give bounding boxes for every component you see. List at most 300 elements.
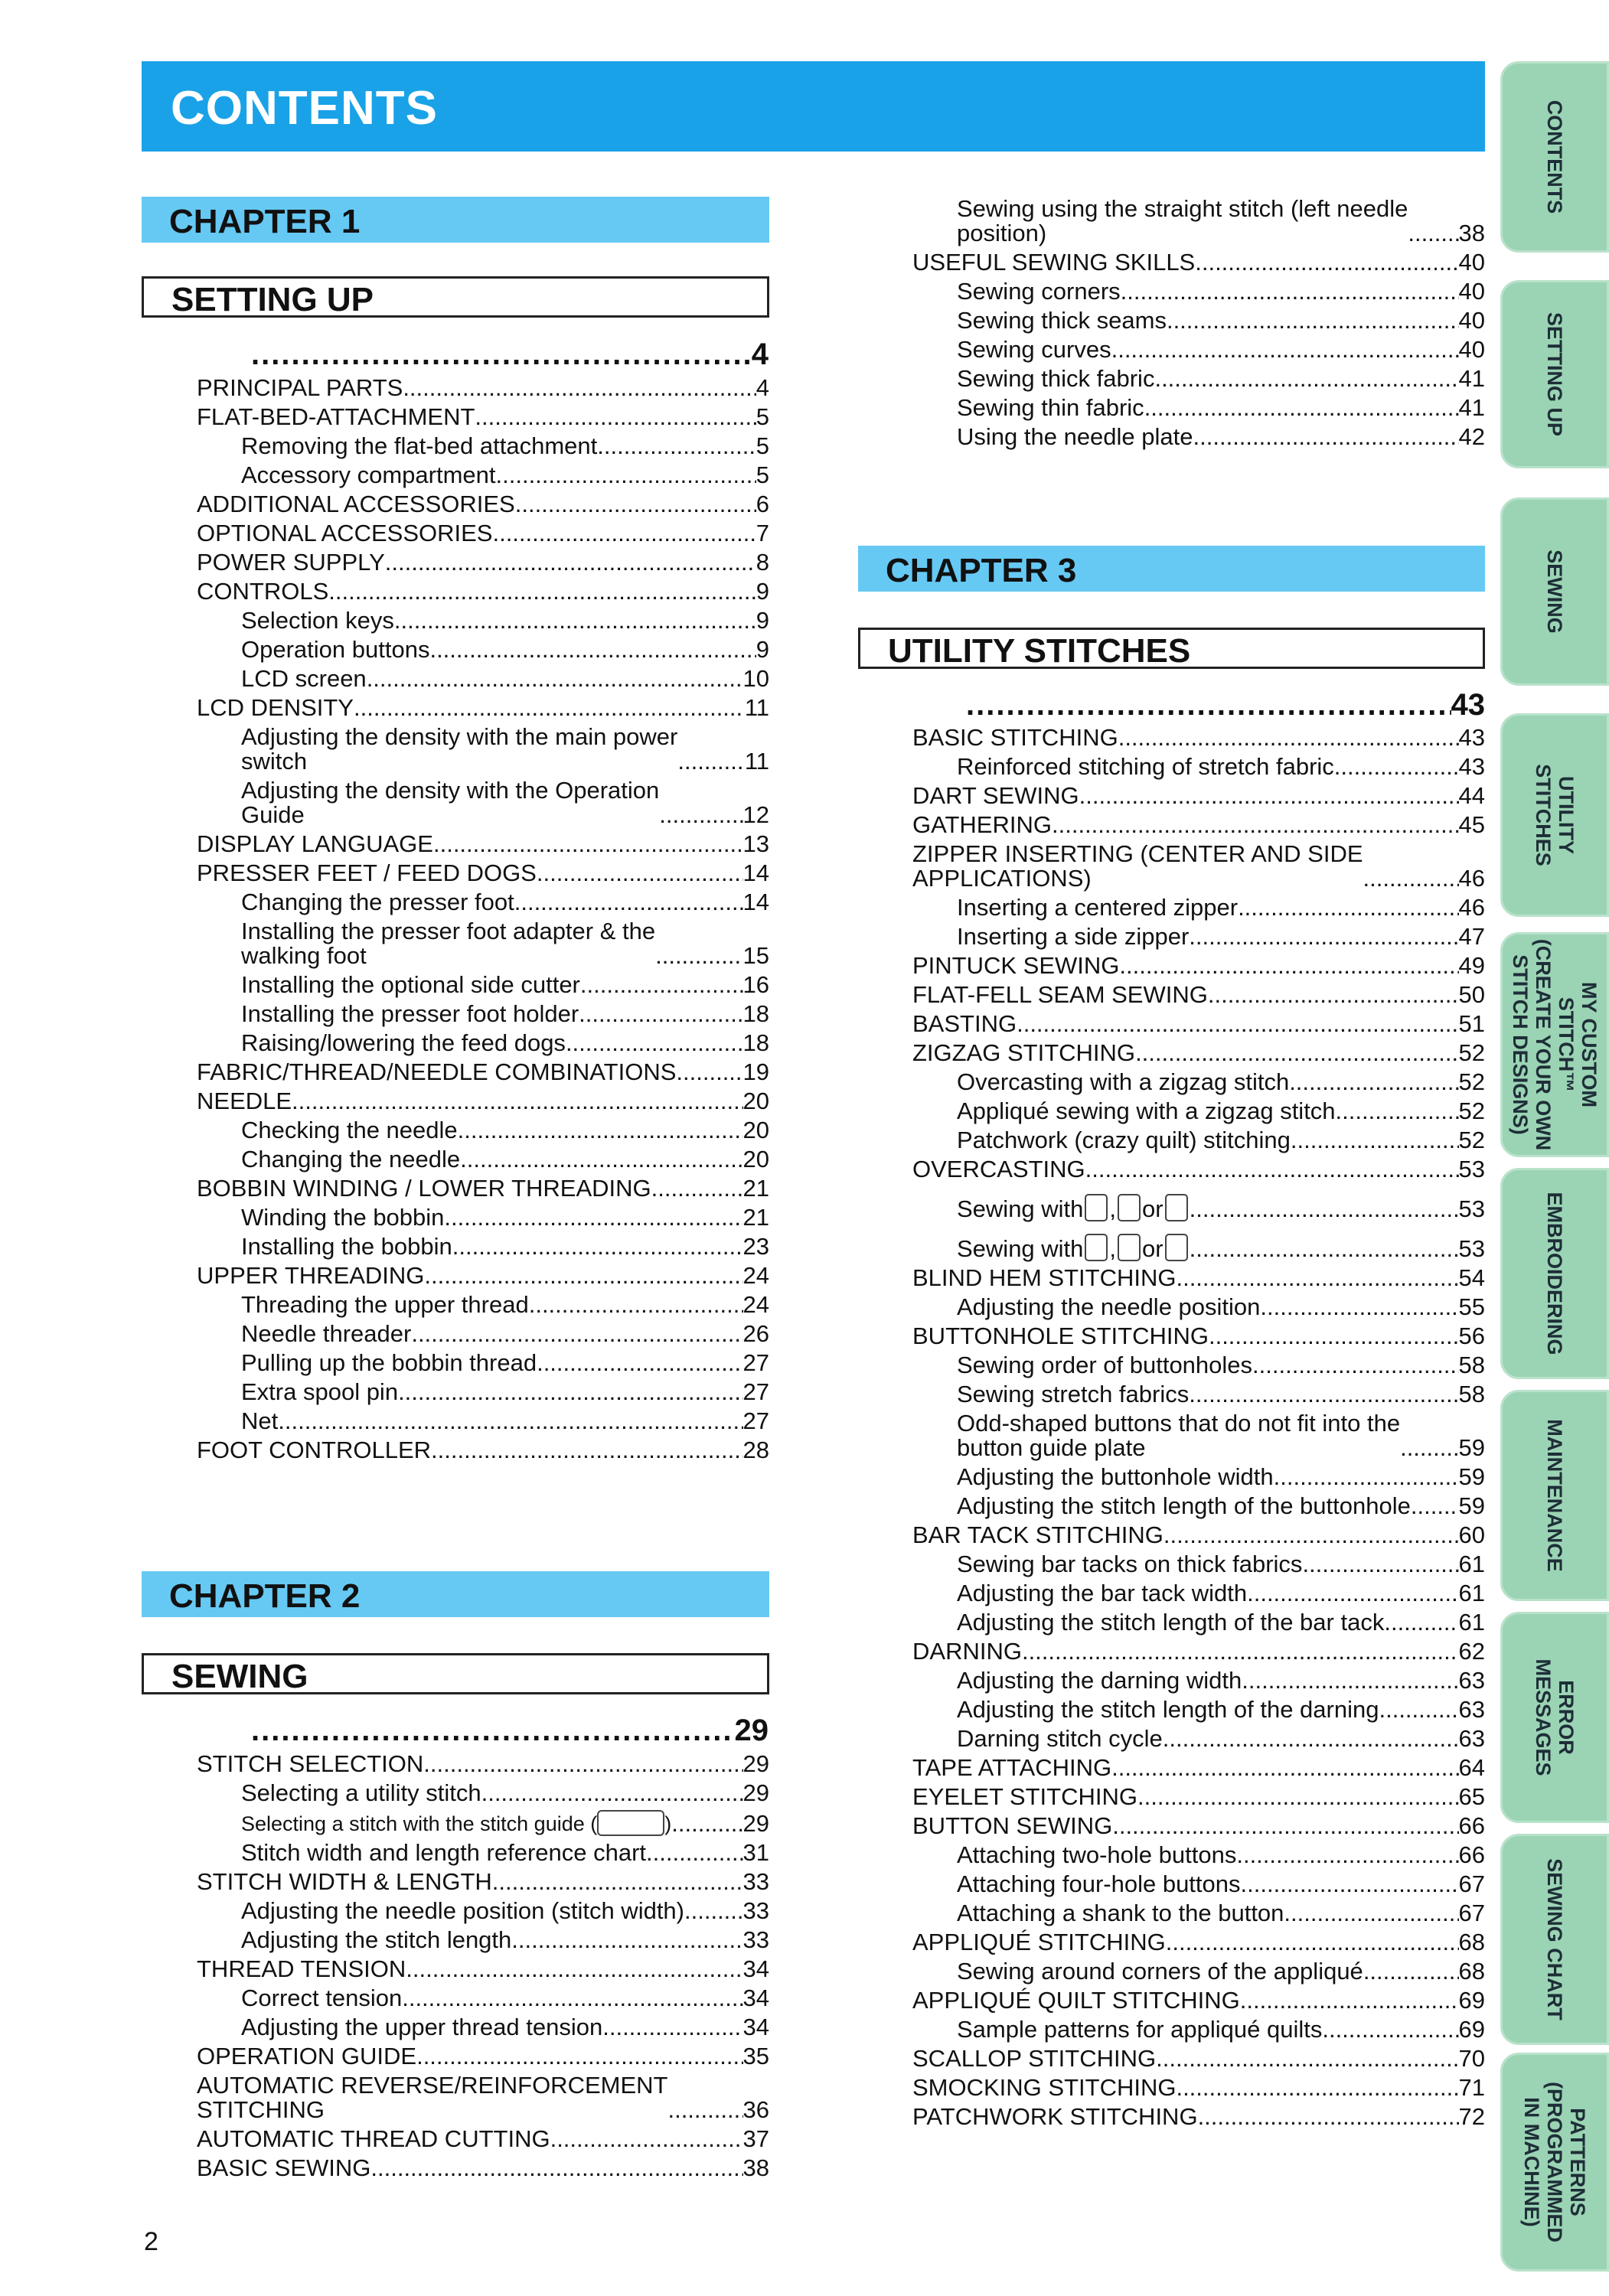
toc-entry-page: 56 <box>1458 1322 1485 1349</box>
side-tab[interactable] <box>1500 932 1609 1157</box>
leader-dots <box>292 1089 742 1114</box>
toc-entry-page: 52 <box>1458 1097 1485 1124</box>
stitch-guide-icon <box>597 1810 664 1836</box>
toc-entry-page: 51 <box>1458 1010 1485 1037</box>
chapter-2-toc <box>197 1747 769 2180</box>
toc-entry-page: 4 <box>756 374 769 401</box>
toc-entry[interactable] <box>197 1264 769 1288</box>
toc-entry-title: CONTROLS <box>197 578 329 605</box>
leader-dots <box>602 2015 742 2040</box>
toc-entry-page: 63 <box>1458 1725 1485 1752</box>
leader-dots <box>492 521 756 546</box>
toc-entry-title: Adjusting the stitch length of the darning <box>957 1696 1379 1723</box>
toc-entry-page: 68 <box>1458 1929 1485 1955</box>
toc-entry[interactable] <box>197 1147 769 1172</box>
toc-entry[interactable] <box>197 973 769 997</box>
toc-entry[interactable] <box>197 919 769 968</box>
toc-entry[interactable] <box>197 2073 769 2122</box>
toc-entry-page: 18 <box>742 1000 769 1027</box>
toc-entry[interactable] <box>197 1752 769 1776</box>
chapter-2-start-page-number: 29 <box>734 1714 769 1747</box>
toc-entry[interactable] <box>912 1382 1485 1407</box>
toc-entry[interactable] <box>912 842 1485 891</box>
leader-dots <box>1384 1610 1458 1635</box>
leader-dots <box>1189 925 1458 949</box>
leader-dots <box>667 2098 742 2122</box>
toc-entry[interactable] <box>912 1610 1485 1635</box>
toc-entry-page: 5 <box>756 461 769 488</box>
leader-dots <box>1208 983 1459 1007</box>
leader-dots <box>1247 1581 1458 1606</box>
chapter-3-label: CHAPTER 3 <box>886 552 1077 589</box>
toc-entry-page: 40 <box>1458 336 1485 363</box>
toc-entry-title: BASIC SEWING <box>197 2154 371 2181</box>
toc-entry[interactable] <box>912 895 1485 920</box>
toc-entry[interactable] <box>197 1322 769 1346</box>
toc-entry-page: 34 <box>742 1955 769 1982</box>
toc-entry[interactable] <box>912 1070 1485 1094</box>
leader-dots <box>529 1293 743 1317</box>
toc-entry[interactable] <box>197 1060 769 1084</box>
toc-entry[interactable] <box>197 405 769 429</box>
leader-dots <box>403 376 756 400</box>
toc-entry-title: DART SEWING <box>912 782 1079 809</box>
toc-entry[interactable] <box>912 1128 1485 1153</box>
toc-entry-title: GATHERING <box>912 811 1052 838</box>
leader-dots <box>370 2156 742 2180</box>
toc-entry-title: Sewing order of buttonholes <box>957 1352 1253 1378</box>
stitch-icon <box>1165 1234 1188 1261</box>
toc-entry-page: 27 <box>742 1407 769 1434</box>
toc-entry-page: 11 <box>744 694 769 721</box>
toc-entry-page: 5 <box>756 403 769 430</box>
toc-entry[interactable] <box>912 1698 1485 1722</box>
leader-dots <box>1322 2017 1458 2042</box>
toc-entry-title: Selecting a utility stitch <box>241 1779 481 1806</box>
toc-entry-title: Sewing bar tacks on thick fabrics <box>957 1551 1303 1577</box>
toc-entry[interactable] <box>912 279 1485 304</box>
leader-dots <box>1284 1901 1458 1926</box>
toc-entry-title: Sewing with <box>957 1235 1084 1262</box>
toc-entry-page: 66 <box>1458 1841 1485 1868</box>
chapter-3-band <box>858 546 1485 592</box>
toc-entry-page: 61 <box>1458 1580 1485 1606</box>
leader-dots <box>1154 367 1458 391</box>
toc-entry-page: 40 <box>1458 249 1485 276</box>
chapter-1-label: CHAPTER 1 <box>169 203 361 240</box>
toc-entry[interactable] <box>197 2127 769 2151</box>
toc-entry-page: 14 <box>742 859 769 886</box>
toc-entry[interactable] <box>912 954 1485 978</box>
toc-entry-page: 43 <box>1458 724 1485 751</box>
toc-entry[interactable] <box>912 755 1485 779</box>
leader-dots <box>1166 1930 1459 1955</box>
toc-entry-page: 5 <box>756 432 769 459</box>
toc-entry[interactable] <box>912 1581 1485 1606</box>
toc-entry[interactable] <box>912 1988 1485 2013</box>
toc-entry-page: 12 <box>742 801 769 828</box>
toc-entry[interactable] <box>197 463 769 488</box>
toc-entry-title: Patchwork (crazy quilt) stitching <box>957 1127 1291 1153</box>
toc-entry[interactable] <box>912 1465 1485 1489</box>
leader-dots <box>423 1752 742 1776</box>
toc-entry[interactable] <box>912 1756 1485 1780</box>
leader-dots <box>1242 1668 1458 1693</box>
toc-entry[interactable] <box>912 2105 1485 2129</box>
toc-entry[interactable] <box>912 1523 1485 1548</box>
chapter-1-start-page <box>251 329 769 372</box>
leader-dots <box>1336 1099 1459 1124</box>
leader-dots <box>406 1957 742 1981</box>
toc-entry[interactable] <box>912 784 1485 808</box>
side-tab-label: PATTERNS (PROGRAMMED IN MACHINE) <box>1520 2082 1589 2242</box>
toc-entry[interactable] <box>912 925 1485 949</box>
leader-dots <box>537 861 743 885</box>
toc-entry[interactable] <box>912 1668 1485 1693</box>
leader-dots <box>1363 866 1459 891</box>
side-tab[interactable] <box>1500 280 1609 468</box>
toc-entry[interactable] <box>912 396 1485 420</box>
toc-entry-page: 9 <box>756 607 769 634</box>
chapter-1-toc <box>197 371 769 1463</box>
toc-entry-title: FABRIC/THREAD/NEEDLE COMBINATIONS <box>197 1058 677 1085</box>
toc-entry-title: Net <box>241 1407 279 1434</box>
toc-entry-page: 24 <box>742 1262 769 1289</box>
toc-entry[interactable] <box>912 2017 1485 2042</box>
side-tab[interactable] <box>1500 1612 1609 1823</box>
toc-entry[interactable] <box>912 1901 1485 1926</box>
leader-dots <box>431 1438 742 1463</box>
toc-entry-title: Sewing thick seams <box>957 307 1167 334</box>
toc-entry[interactable] <box>197 1841 769 1865</box>
leader-dots <box>328 579 756 604</box>
toc-entry[interactable] <box>912 1814 1485 1838</box>
chapter-3-section-title: UTILITY STITCHES <box>888 632 1191 670</box>
toc-entry-title: Adjusting the darning width <box>957 1667 1242 1694</box>
toc-entry-page: 33 <box>742 1897 769 1924</box>
leader-dots <box>394 608 756 633</box>
side-tab[interactable] <box>1500 1834 1609 2045</box>
toc-entry-page: 58 <box>1458 1352 1485 1378</box>
toc-entry-title: ZIGZAG STITCHING <box>912 1039 1136 1066</box>
toc-entry-title: STITCH WIDTH & LENGTH <box>197 1868 492 1895</box>
toc-entry[interactable] <box>912 197 1485 246</box>
toc-entry[interactable] <box>197 1118 769 1143</box>
side-tab[interactable] <box>1500 1390 1609 1601</box>
toc-entry[interactable] <box>197 1986 769 2011</box>
toc-entry-page: 45 <box>1458 811 1485 838</box>
toc-entry[interactable] <box>197 2015 769 2040</box>
leader-dots <box>411 1322 742 1346</box>
leader-dots <box>651 1176 743 1201</box>
leader-dots <box>1121 279 1459 304</box>
toc-entry-title: Overcasting with a zigzag stitch <box>957 1068 1290 1095</box>
leader-dots <box>424 1264 742 1288</box>
toc-entry-page: 41 <box>1458 394 1485 421</box>
toc-entry-page: 65 <box>1458 1783 1485 1810</box>
toc-entry-page: 38 <box>1458 220 1485 246</box>
leader-dots <box>1400 1436 1458 1460</box>
leader-dots <box>1156 2047 1458 2071</box>
toc-entry[interactable] <box>197 434 769 458</box>
toc-entry[interactable] <box>197 725 769 774</box>
toc-entry[interactable] <box>912 1785 1485 1809</box>
toc-entry-page: 33 <box>742 1926 769 1953</box>
toc-entry-title: FLAT-FELL SEAM SEWING <box>912 981 1208 1008</box>
toc-entry[interactable] <box>912 1959 1485 1984</box>
toc-entry-title: ZIPPER INSERTING (CENTER AND SIDE APPLICATIONS) <box>912 840 1363 892</box>
toc-entry[interactable] <box>197 579 769 604</box>
toc-entry[interactable] <box>912 1494 1485 1518</box>
toc-entry[interactable] <box>197 2044 769 2069</box>
side-tab-label: SETTING UP <box>1543 311 1566 437</box>
chapter-1-start-page-number: 4 <box>751 338 769 371</box>
toc-entry-page: 61 <box>1458 1609 1485 1636</box>
toc-entry[interactable] <box>912 1353 1485 1378</box>
toc-entry-title: BOBBIN WINDING / LOWER THREADING <box>197 1175 651 1202</box>
leader-dots <box>1241 1872 1459 1896</box>
leader-dots <box>677 749 744 774</box>
leader-dots <box>566 1031 743 1055</box>
toc-entry-title: EYELET STITCHING <box>912 1783 1137 1810</box>
toc-entry[interactable] <box>912 726 1485 750</box>
toc-entry[interactable] <box>197 667 769 691</box>
side-tab[interactable] <box>1500 2053 1609 2272</box>
toc-entry-page: 10 <box>742 665 769 692</box>
toc-entry-page: 46 <box>1458 894 1485 921</box>
leader-dots <box>1167 308 1459 333</box>
toc-entry-title: OPERATION GUIDE <box>197 2043 417 2069</box>
leader-dots <box>354 696 745 720</box>
toc-entry-title: Adjusting the stitch length of the buttonhole <box>957 1492 1411 1519</box>
toc-entry-page: 43 <box>1458 753 1485 780</box>
toc-entry-title: USEFUL SEWING SKILLS <box>912 249 1196 276</box>
chapter-3-section-box <box>858 628 1485 669</box>
leader-dots <box>1240 1988 1459 2013</box>
toc-entry-page: 42 <box>1458 423 1485 450</box>
toc-entry[interactable] <box>197 521 769 546</box>
toc-entry-title: Installing the presser foot adapter & the walking foot <box>241 918 656 969</box>
toc-entry-title: BUTTON SEWING <box>912 1812 1113 1839</box>
toc-entry[interactable] <box>197 1293 769 1317</box>
toc-entry[interactable] <box>912 1012 1485 1036</box>
toc-entry-page: 71 <box>1458 2074 1485 2101</box>
side-tab[interactable] <box>1500 713 1609 917</box>
toc-entry[interactable] <box>197 492 769 517</box>
toc-entry-title: Raising/lowering the feed dogs <box>241 1029 566 1056</box>
toc-entry[interactable] <box>197 1438 769 1463</box>
chapter-1-section-box <box>142 276 769 318</box>
toc-entry-title: Installing the optional side cutter <box>241 971 580 998</box>
toc-entry-title: Attaching four-hole buttons <box>957 1870 1241 1897</box>
leader-dots <box>1022 1639 1459 1664</box>
toc-entry-title: Operation buttons <box>241 636 430 663</box>
toc-entry-title: Sewing with <box>957 1195 1084 1222</box>
toc-entry[interactable] <box>197 1031 769 1055</box>
toc-entry-page: 9 <box>756 636 769 663</box>
toc-entry[interactable] <box>912 1295 1485 1319</box>
page-title: CONTENTS <box>171 82 438 135</box>
toc-entry[interactable] <box>197 1380 769 1404</box>
toc-entry[interactable] <box>197 1351 769 1375</box>
leader-dots <box>676 1060 742 1084</box>
toc-entry-title-suffix: ) <box>664 1812 672 1835</box>
toc-entry-page: 54 <box>1458 1264 1485 1291</box>
toc-entry[interactable] <box>197 1409 769 1433</box>
toc-entry[interactable] <box>912 1324 1485 1349</box>
leader-dots <box>1112 1814 1458 1838</box>
side-tab[interactable] <box>1500 497 1609 686</box>
toc-entry[interactable] <box>197 1089 769 1114</box>
toc-entry[interactable] <box>912 1157 1485 1182</box>
toc-entry[interactable] <box>197 861 769 885</box>
toc-entry-page: 15 <box>742 942 769 969</box>
toc-entry[interactable] <box>197 638 769 662</box>
toc-entry[interactable] <box>912 367 1485 391</box>
toc-entry[interactable] <box>197 890 769 915</box>
toc-entry[interactable] <box>197 778 769 827</box>
leader-dots <box>367 667 743 691</box>
toc-entry[interactable] <box>912 1552 1485 1577</box>
leader-dots <box>398 1380 742 1404</box>
toc-entry[interactable] <box>912 983 1485 1007</box>
toc-entry[interactable] <box>912 1194 1485 1221</box>
toc-entry-title: Adjusting the density with the main power switch <box>241 723 678 775</box>
toc-entry-page: 68 <box>1458 1958 1485 1985</box>
toc-entry-title: Stitch width and length reference chart <box>241 1839 647 1866</box>
toc-entry[interactable] <box>197 1928 769 1952</box>
toc-entry-title: APPLIQUÉ STITCHING <box>912 1929 1166 1955</box>
chapter-2-band <box>142 1571 769 1617</box>
stitch-icon <box>1085 1234 1108 1261</box>
leader-dots <box>1379 1698 1458 1722</box>
toc-entry-title: Reinforced stitching of stretch fabric <box>957 753 1334 780</box>
toc-entry-page: 52 <box>1458 1039 1485 1066</box>
toc-entry[interactable] <box>197 1234 769 1259</box>
toc-entry-title: BASIC STITCHING <box>912 724 1118 751</box>
toc-entry-page: 59 <box>1458 1434 1485 1461</box>
toc-entry[interactable] <box>197 696 769 720</box>
toc-entry-page: 61 <box>1458 1551 1485 1577</box>
toc-entry-title: POWER SUPPLY <box>197 549 385 576</box>
toc-entry-title: THREAD TENSION <box>197 1955 406 1982</box>
leader-dots <box>537 1351 742 1375</box>
leader-dots <box>1164 1523 1459 1548</box>
leader-dots <box>402 1986 742 2011</box>
toc-entry-page: 59 <box>1458 1463 1485 1490</box>
toc-entry[interactable] <box>912 1266 1485 1290</box>
side-tab[interactable] <box>1500 1168 1609 1379</box>
toc-entry-page: 29 <box>742 1779 769 1806</box>
toc-entry[interactable] <box>197 550 769 575</box>
toc-entry[interactable] <box>912 1639 1485 1664</box>
leader-dots <box>385 550 756 575</box>
toc-entry-page: 16 <box>742 971 769 998</box>
leader-dots <box>1363 1959 1459 1984</box>
toc-entry-page: 62 <box>1458 1638 1485 1665</box>
leader-dots <box>496 463 756 488</box>
toc-entry-page: 19 <box>742 1058 769 1085</box>
leader-dots <box>1111 1756 1458 1780</box>
toc-entry-title: Adjusting the stitch length <box>241 1926 512 1953</box>
toc-entry[interactable] <box>912 2047 1485 2071</box>
leader-dots <box>1118 726 1459 750</box>
toc-entry[interactable] <box>197 1899 769 1923</box>
toc-entry[interactable] <box>197 1176 769 1201</box>
toc-entry-page: 13 <box>742 830 769 857</box>
toc-entry-title: Installing the presser foot holder <box>241 1000 579 1027</box>
toc-entry-title: DARNING <box>912 1638 1022 1665</box>
chapter-2-label: CHAPTER 2 <box>169 1577 361 1615</box>
toc-entry-title: Adjusting the buttonhole width <box>957 1463 1274 1490</box>
page-number: 2 <box>144 2227 158 2256</box>
toc-entry[interactable] <box>912 2076 1485 2100</box>
toc-entry[interactable] <box>912 250 1485 275</box>
leader-dots <box>1334 755 1459 779</box>
toc-entry-title: Sewing using the straight stitch (left needle position) <box>957 195 1408 246</box>
leader-dots <box>1137 1785 1459 1809</box>
page-title-bar <box>142 61 1485 152</box>
chapter-2-start-page <box>251 1705 769 1748</box>
separator-text: , <box>1109 1195 1117 1222</box>
leader-dots <box>1274 1465 1459 1489</box>
toc-entry[interactable] <box>912 338 1485 362</box>
toc-entry[interactable] <box>197 832 769 856</box>
toc-entry[interactable] <box>912 1727 1485 1751</box>
toc-entry-page: 31 <box>742 1839 769 1866</box>
toc-entry[interactable] <box>912 1411 1485 1460</box>
toc-entry[interactable] <box>197 1810 769 1836</box>
toc-entry-title: Using the needle plate <box>957 423 1193 450</box>
toc-entry[interactable] <box>197 608 769 633</box>
toc-entry-title: BASTING <box>912 1010 1017 1037</box>
toc-entry[interactable] <box>912 1872 1485 1896</box>
leader-dots <box>1302 1552 1458 1577</box>
chapter-3-start-page-number: 43 <box>1451 688 1485 722</box>
toc-entry[interactable] <box>912 1930 1485 1955</box>
toc-entry[interactable] <box>912 308 1485 333</box>
toc-entry-page: 50 <box>1458 981 1485 1008</box>
leader-dots <box>511 1928 742 1952</box>
toc-entry-page: 29 <box>742 1750 769 1777</box>
toc-entry[interactable] <box>197 376 769 400</box>
toc-entry-title: PRESSER FEET / FEED DOGS <box>197 859 537 886</box>
toc-entry-title: Adjusting the bar tack width <box>957 1580 1248 1606</box>
leader-dots <box>597 434 756 458</box>
toc-entry[interactable] <box>197 1205 769 1230</box>
toc-entry[interactable] <box>912 813 1485 837</box>
toc-entry-page: 20 <box>742 1146 769 1172</box>
toc-entry[interactable] <box>912 1843 1485 1867</box>
toc-entry-title: Darning stitch cycle <box>957 1725 1163 1752</box>
leader-dots <box>1291 1128 1459 1153</box>
toc-entry[interactable] <box>197 1781 769 1805</box>
chapter-2-continued-toc <box>912 192 1485 449</box>
toc-entry[interactable] <box>912 1099 1485 1124</box>
leader-dots <box>492 1870 743 1894</box>
leader-dots <box>475 405 756 429</box>
toc-entry[interactable] <box>197 2156 769 2180</box>
toc-entry[interactable] <box>912 1041 1485 1065</box>
toc-entry[interactable] <box>197 1870 769 1894</box>
toc-entry[interactable] <box>197 1002 769 1026</box>
toc-entry[interactable] <box>197 1957 769 1981</box>
toc-entry-title: Selecting a stitch with the stitch guide ( <box>241 1812 598 1835</box>
toc-entry[interactable] <box>912 425 1485 449</box>
toc-entry[interactable] <box>912 1234 1485 1261</box>
leader-dots <box>429 638 756 662</box>
side-tab[interactable] <box>1500 61 1609 253</box>
